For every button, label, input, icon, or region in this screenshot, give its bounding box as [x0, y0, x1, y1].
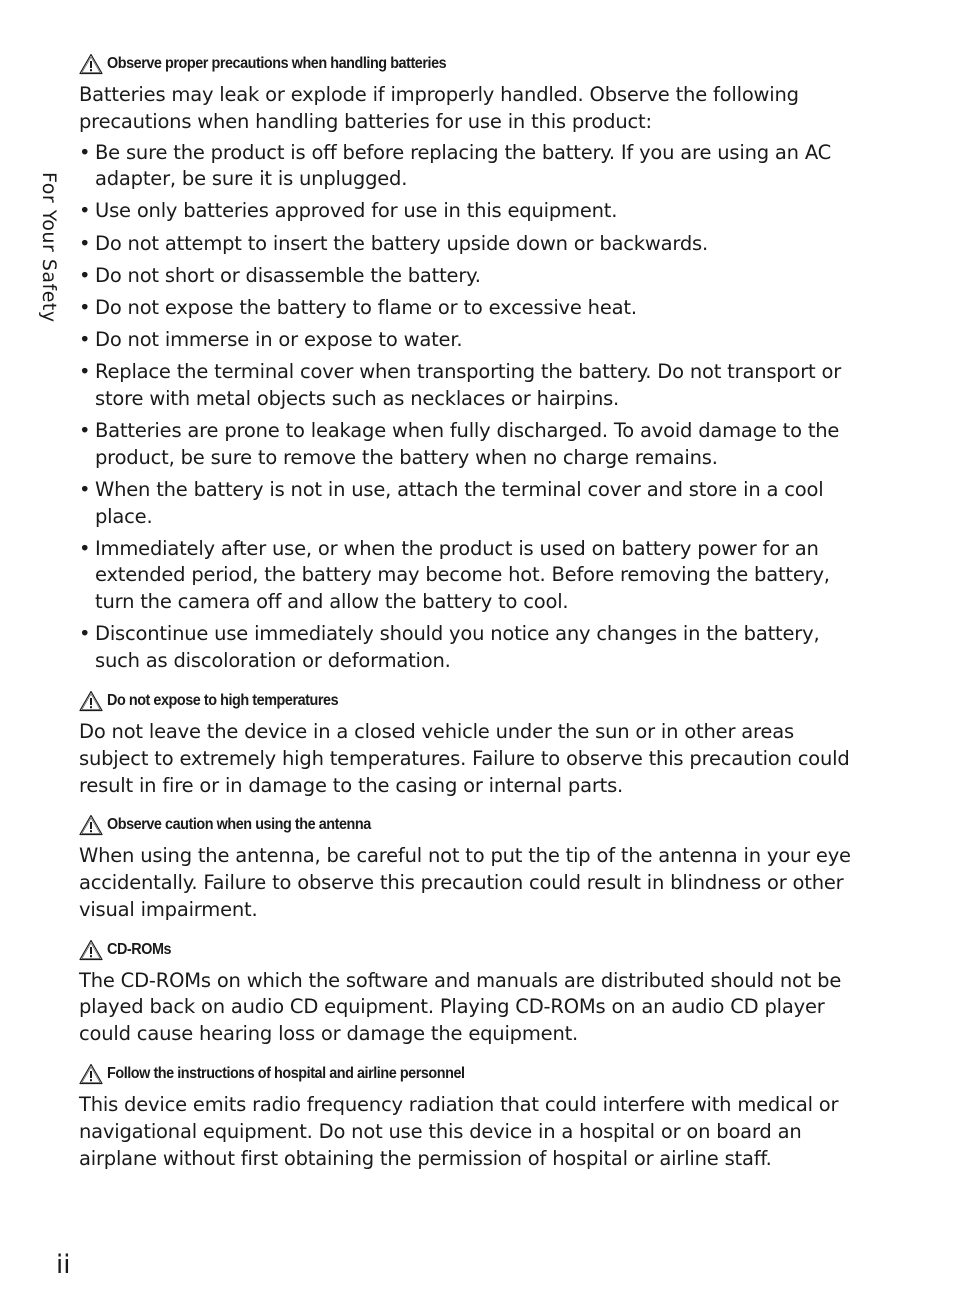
precaution-list	[79, 140, 859, 675]
heading-text: Observe proper precautions when handling batteries	[107, 55, 447, 72]
warning-triangle-icon	[79, 939, 103, 961]
page-content	[79, 52, 859, 1186]
section-heading	[79, 938, 859, 962]
section-heading	[79, 813, 859, 837]
list-item: • Batteries are prone to leakage when fully discharged. To avoid damage to the product, be sure to remove the battery when no charge remains.	[79, 418, 840, 469]
side-section-label: For Your Safety	[38, 172, 60, 323]
section-heading	[79, 52, 859, 76]
list-item: • Be sure the product is off before replacing the battery. If you are using an AC adapter, be sure it is unplugged.	[79, 140, 832, 191]
section-heading	[79, 1062, 859, 1086]
heading-text: Observe caution when using the antenna	[107, 816, 371, 834]
section-paragraph: This device emits radio frequency radiation that could interfere with medical or navigational equipment. Do not use this device in a hospital or on board an airplane without first obtaining the permission of hospital or airline staff.	[79, 1093, 839, 1170]
heading-text: Do not expose to high temperatures	[107, 691, 339, 709]
warning-triangle-icon	[79, 1063, 103, 1085]
section-paragraph: Batteries may leak or explode if improperly handled. Observe the following precautions when handling batteries for use in this product:	[79, 83, 799, 133]
warning-triangle-icon	[79, 814, 103, 836]
section-paragraph: The CD-ROMs on which the software and manuals are distributed should not be played back on audio CD equipment. Playing CD-ROMs on an audio CD player could cause hearing loss or damage the equipment.	[79, 968, 842, 1046]
list-item: • Replace the terminal cover when transporting the battery. Do not transport or store with metal objects such as necklaces or hairpins.	[79, 359, 842, 410]
list-item: • Do not attempt to insert the battery upside down or backwards.	[79, 231, 708, 255]
section-batteries	[79, 52, 859, 675]
section-paragraph: Do not leave the device in a closed vehicle under the sun or in other areas subject to extremely high temperatures. Failure to observe this precaution could result in fire or in damage to the casing or internal parts.	[79, 719, 850, 797]
section-cd-roms	[79, 938, 859, 1048]
warning-triangle-icon	[79, 690, 103, 712]
section-high-temperatures	[79, 689, 859, 799]
list-item: • Do not expose the battery to flame or to excessive heat.	[79, 295, 637, 319]
warning-triangle-icon	[79, 53, 103, 75]
list-item: • Use only batteries approved for use in this equipment.	[79, 199, 618, 223]
section-heading	[79, 689, 859, 713]
list-item: • When the battery is not in use, attach the terminal cover and store in a cool place.	[79, 477, 824, 528]
section-antenna	[79, 813, 859, 923]
list-item: • Discontinue use immediately should you notice any changes in the battery, such as discoloration or deformation.	[79, 622, 820, 673]
list-item: • Do not immerse in or expose to water.	[79, 327, 463, 351]
page-number: ii	[56, 1250, 71, 1280]
list-item: • Do not short or disassemble the battery.	[79, 263, 481, 287]
section-paragraph: When using the antenna, be careful not to put the tip of the antenna in your eye accidentally. Failure to observe this precaution could result in blindness or other visual impairment.	[79, 844, 851, 921]
list-item: • Immediately after use, or when the product is used on battery power for an extended period, the battery may become hot. Before removing the battery, turn the camera off and allow the battery to cool.	[79, 536, 830, 614]
section-hospital-airline	[79, 1062, 859, 1172]
heading-text: Follow the instructions of hospital and airline personnel	[107, 1065, 465, 1083]
heading-text: CD-ROMs	[107, 940, 172, 958]
